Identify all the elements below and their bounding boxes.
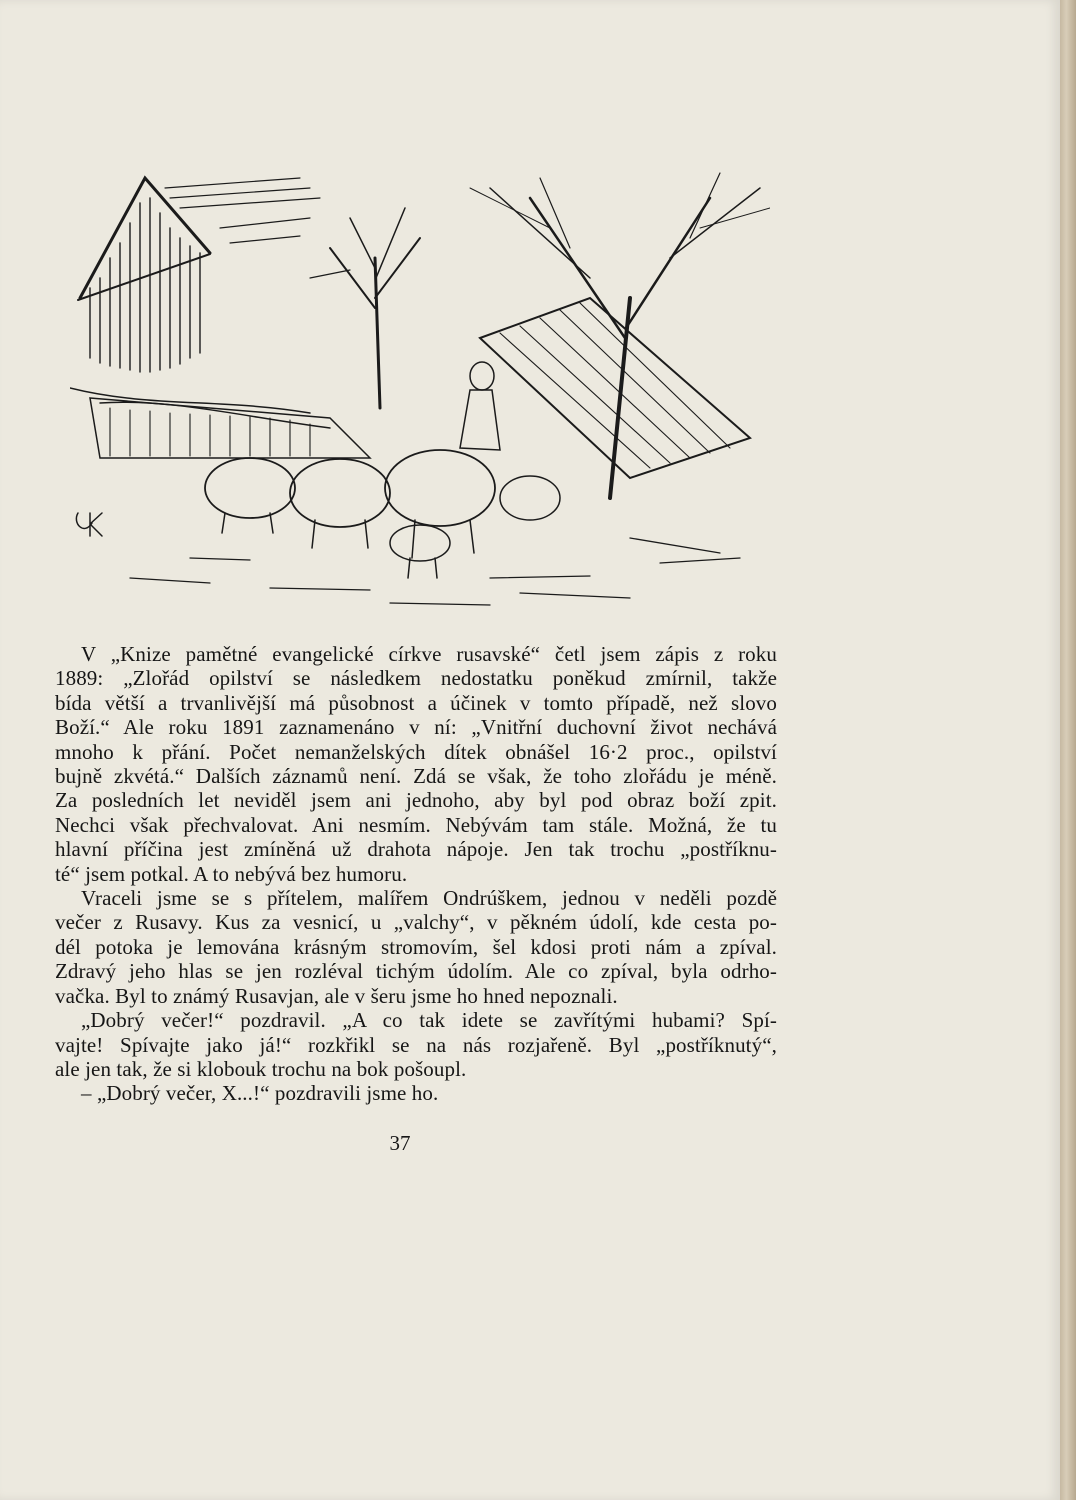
text-line: té“ jsem potkal. A to nebývá bez humoru.: [55, 861, 408, 886]
book-edge: [1060, 0, 1076, 1500]
text-line: ale jen tak, že si klobouk trochu na bok pošoupl.: [55, 1056, 467, 1081]
paragraph-2: [55, 886, 777, 1008]
text-line: dél potoka je lemována krásným stromovím, šel kdosi proti nám a zpíval.: [55, 934, 777, 959]
text-line: – „Dobrý večer, X...!“ pozdravili jsme ho.: [81, 1081, 439, 1106]
winter-village-illustration: [70, 158, 770, 628]
body-text: [55, 642, 777, 1106]
paragraph-3: [55, 1008, 777, 1081]
text-line: „Dobrý večer!“ pozdravil. „A co tak idete se zavřítými hubami? Spí-: [81, 1008, 777, 1033]
text-line: Vraceli jsme se s přítelem, malířem Ondrúškem, jednou v neděli pozdě: [81, 886, 777, 911]
text-line: Nechci však přechvalovat. Ani nesmím. Nebývám tam stále. Možná, že tu: [55, 812, 777, 837]
sheep-farm-drawing: [70, 158, 770, 628]
text-line: bída větší a trvanlivější má působnost a účinek v tomto případě, než slovo: [55, 690, 777, 715]
text-line: Boží.“ Ale roku 1891 zaznamenáno v ní: „Vnitřní duchovní život nechává: [55, 715, 777, 740]
paragraph-1: [55, 642, 777, 886]
text-line: Za posledních let neviděl jsem ani jednoho, aby byl pod obraz boží zpit.: [55, 788, 777, 813]
paragraph-4: [55, 1081, 777, 1105]
text-line: bujně zkvétá.“ Dalších záznamů není. Zdá se však, že toho zlořádu je méně.: [55, 764, 777, 789]
text-line: vačka. Byl to známý Rusavjan, ale v šeru jsme ho hned nepoznali.: [55, 983, 618, 1008]
text-line: hlavní příčina jest zmíněná už drahota nápoje. Jen tak trochu „postříknu-: [55, 837, 777, 862]
text-line: Zdravý jeho hlas se jen rozléval tichým údolím. Ale co zpíval, byla odrho-: [55, 959, 777, 984]
page-number: 37: [389, 1131, 411, 1155]
text-line: V „Knize pamětné evangelické církve rusavské“ četl jsem zápis z roku: [81, 642, 777, 666]
text-line: 1889: „Zlořád opilství se následkem nedostatku poněkud zmírnil, takže: [55, 666, 777, 691]
text-line: večer z Rusavy. Kus za vesnicí, u „valchy“, v pěkném údolí, kde cesta po-: [55, 910, 777, 935]
text-line: mnoho k přání. Počet nemanželských dítek obnášel 16·2 proc., opilství: [55, 739, 777, 764]
text-line: vajte! Spívajte jako já!“ rozkřikl se na nás rozjařeně. Byl „postříknutý“,: [55, 1032, 777, 1057]
